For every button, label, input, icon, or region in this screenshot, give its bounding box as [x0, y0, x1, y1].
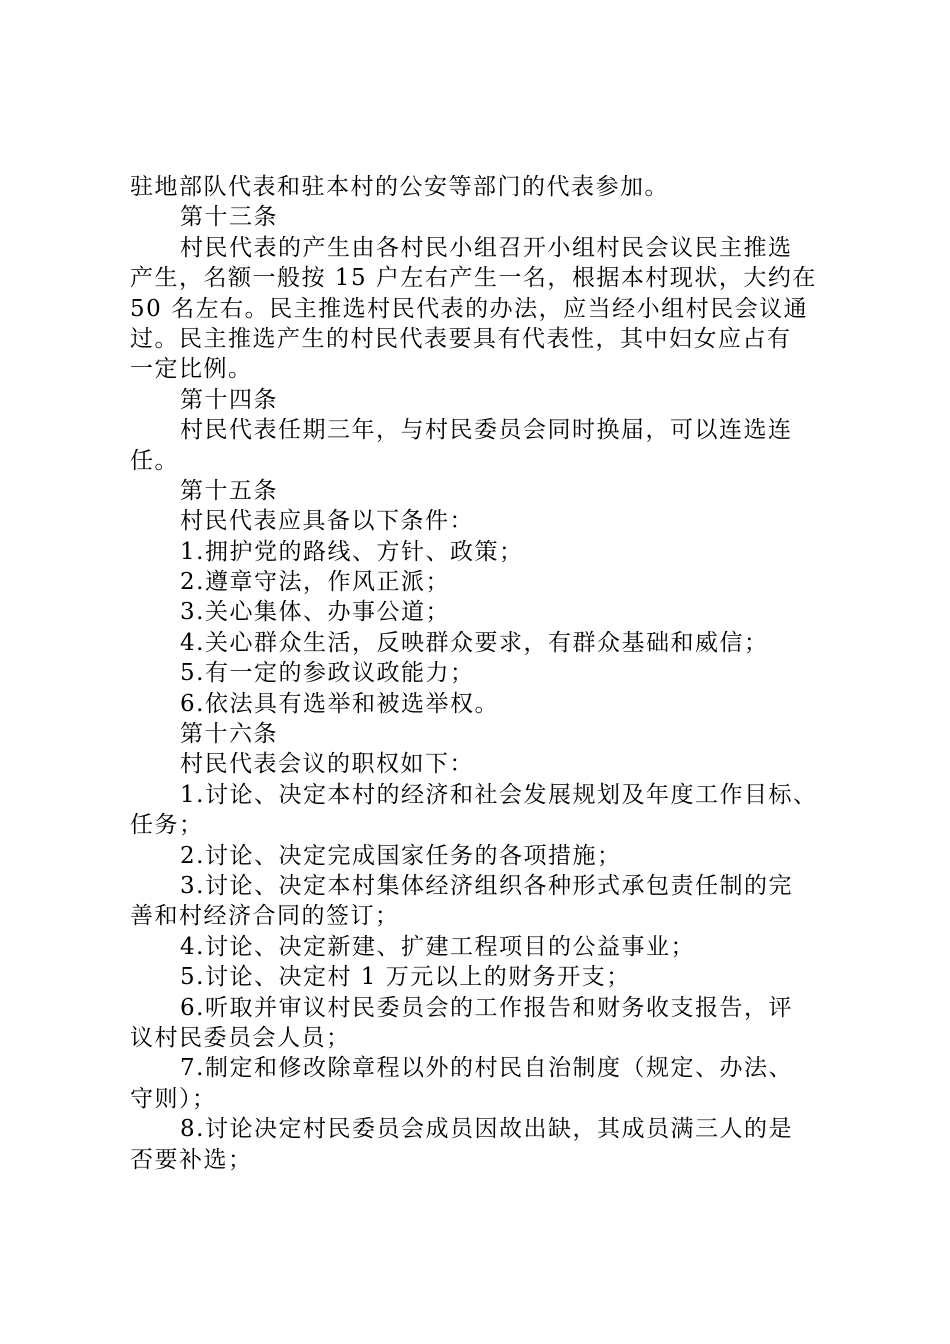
text-line: 村民代表会议的职权如下： [180, 751, 474, 778]
text-line: 村民代表任期三年，与村民委员会同时换届，可以连选连 [180, 417, 793, 444]
text-line: 过。民主推选产生的村民代表要具有代表性，其中妇女应占有 [130, 325, 792, 352]
text-line: 第十六条 [180, 721, 278, 748]
text-line: 议村民委员会人员； [130, 1024, 351, 1051]
text-line: 8.讨论决定村民委员会成员因故出缺，其成员满三人的是 [180, 1116, 793, 1143]
text-line: 5.讨论、决定村 1 万元以上的财务开支； [180, 964, 631, 991]
text-line: 3.讨论、决定本村集体经济组织各种形式承包责任制的完 [180, 872, 793, 899]
text-line: 50 名左右。民主推选村民代表的办法，应当经小组村民会议通 [130, 295, 809, 322]
text-line: 驻地部队代表和驻本村的公安等部门的代表参加。 [130, 174, 669, 200]
text-line: 4.关心群众生活，反映群众要求，有群众基础和威信； [180, 629, 769, 656]
text-line: 任务； [130, 812, 204, 839]
text-line: 第十三条 [180, 204, 278, 231]
text-line: 4.讨论、决定新建、扩建工程项目的公益事业； [180, 933, 695, 960]
text-line: 6.听取并审议村民委员会的工作报告和财务收支报告，评 [180, 994, 793, 1021]
text-line: 一定比例。 [130, 356, 253, 383]
text-line: 任。 [130, 447, 179, 474]
text-line: 2.遵章守法，作风正派； [180, 569, 450, 596]
text-line: 5.有一定的参政议政能力； [180, 660, 475, 687]
text-line: 3.关心集体、办事公道； [180, 599, 450, 626]
text-line: 村民代表应具备以下条件： [180, 508, 474, 535]
text-line: 1.讨论、决定本村的经济和社会发展规划及年度工作目标、 [180, 781, 818, 808]
text-line: 6.依法具有选举和被选举权。 [180, 690, 499, 717]
text-line: 否要补选； [130, 1146, 253, 1173]
text-line: 2.讨论、决定完成国家任务的各项措施； [180, 842, 622, 869]
text-line: 第十四条 [180, 386, 278, 413]
text-line: 1.拥护党的路线、方针、政策； [180, 538, 524, 565]
text-line: 第十五条 [180, 477, 278, 504]
text-line: 善和村经济合同的签订； [130, 903, 400, 930]
text-line: 产生，名额一般按 15 户左右产生一名，根据本村现状，大约在 [130, 265, 817, 292]
text-line: 村民代表的产生由各村民小组召开小组村民会议民主推选 [180, 234, 793, 261]
document-body [130, 172, 845, 1175]
text-line: 7.制定和修改除章程以外的村民自治制度（规定、办法、 [180, 1055, 793, 1082]
text-line: 守则）； [130, 1085, 217, 1112]
